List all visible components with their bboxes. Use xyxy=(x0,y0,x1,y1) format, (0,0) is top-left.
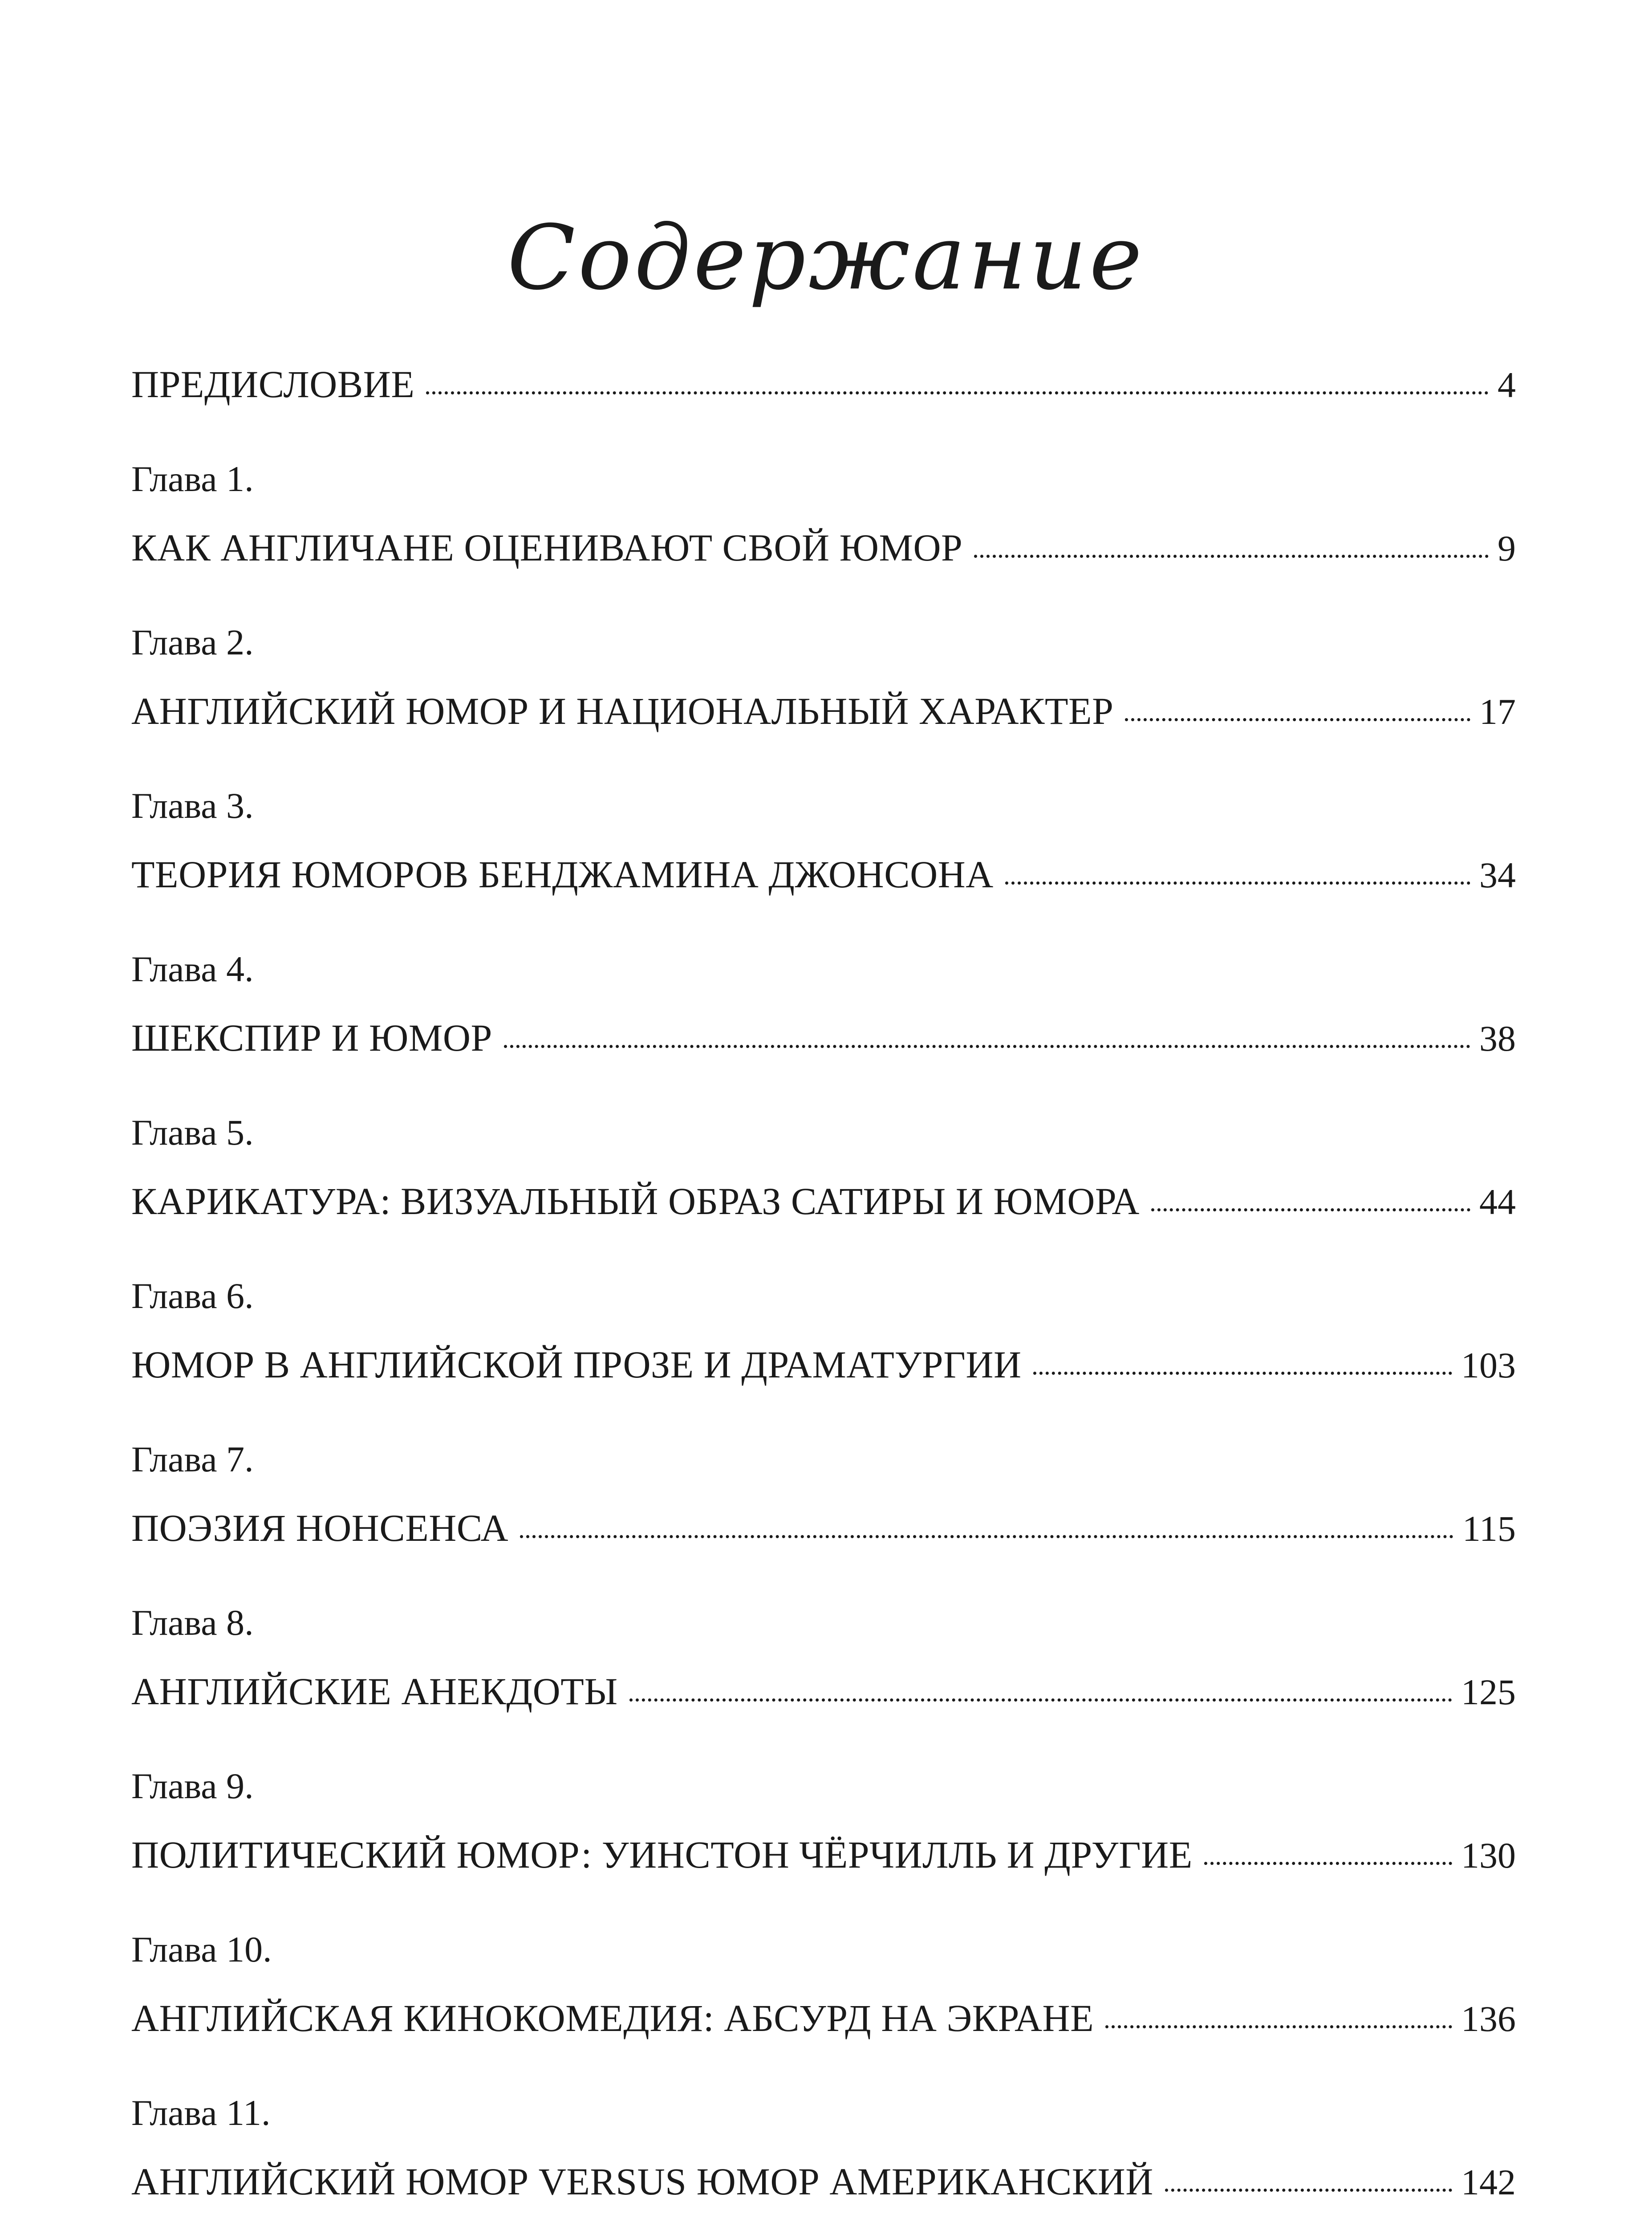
toc-entry xyxy=(131,785,1516,896)
chapter-number: Глава 8. xyxy=(131,1602,254,1643)
chapter-number: Глава 1. xyxy=(131,459,254,499)
toc-line xyxy=(131,365,1516,405)
entry-title: ЮМОР В АНГЛИЙСКОЙ ПРОЗЕ И ДРАМАТУРГИИ xyxy=(131,1343,1022,1386)
entry-title: ТЕОРИЯ ЮМОРОВ БЕНДЖАМИНА ДЖОНСОНА xyxy=(131,853,994,896)
dot-leader xyxy=(629,1698,1452,1702)
entry-title: АНГЛИЙСКИЙ ЮМОР И НАЦИОНАЛЬНЫЙ ХАРАКТЕР xyxy=(131,690,1114,732)
entry-title: АНГЛИЙСКИЕ АНЕКДОТЫ xyxy=(131,1670,618,1713)
page-number: 38 xyxy=(1479,1018,1516,1059)
page-number: 103 xyxy=(1461,1345,1516,1385)
toc-entry xyxy=(131,2092,1516,2203)
page-number: 125 xyxy=(1461,1672,1516,1712)
toc-line xyxy=(131,1182,1516,1222)
entry-title: КАРИКАТУРА: ВИЗУАЛЬНЫЙ ОБРАЗ САТИРЫ И ЮМОРА xyxy=(131,1180,1140,1223)
toc-entry xyxy=(131,1602,1516,1713)
page-number: 4 xyxy=(1498,365,1516,405)
entry-title: ПОЛИТИЧЕСКИЙ ЮМОР: УИНСТОН ЧЁРЧИЛЛЬ И ДРУГИЕ xyxy=(131,1833,1193,1876)
page-number: 44 xyxy=(1479,1182,1516,1222)
chapter-number: Глава 3. xyxy=(131,785,254,826)
toc-entry xyxy=(131,1275,1516,1386)
chapter-number: Глава 10. xyxy=(131,1929,272,1970)
dot-leader xyxy=(1165,2189,1452,2192)
toc-entry xyxy=(131,365,1516,405)
dot-leader xyxy=(1105,2025,1452,2028)
page-number: 142 xyxy=(1461,2162,1516,2202)
entry-title: ПРЕДИСЛОВИЕ xyxy=(131,363,415,406)
chapter-number: Глава 4. xyxy=(131,949,254,989)
entry-title: КАК АНГЛИЧАНЕ ОЦЕНИВАЮТ СВОЙ ЮМОР xyxy=(131,526,963,569)
dot-leader xyxy=(1005,881,1470,885)
toc-entry xyxy=(131,1768,1516,1876)
page-title xyxy=(0,206,1652,310)
toc-line xyxy=(131,528,1516,569)
toc-entry xyxy=(131,461,1516,569)
toc-entry xyxy=(131,624,1516,732)
entry-title: АНГЛИЙСКАЯ КИНОКОМЕДИЯ: АБСУРД НА ЭКРАНЕ xyxy=(131,1997,1094,2039)
entry-title: ШЕКСПИР И ЮМОР xyxy=(131,1016,492,1059)
entry-title: ПОЭЗИЯ НОНСЕНСА xyxy=(131,1507,509,1549)
chapter-number: Глава 11. xyxy=(131,2092,271,2133)
dot-leader xyxy=(1151,1208,1470,1211)
toc-line xyxy=(131,692,1516,732)
dot-leader xyxy=(520,1535,1453,1538)
dot-leader xyxy=(1125,718,1470,721)
toc-line xyxy=(131,1016,1516,1059)
toc-entry xyxy=(131,1441,1516,1549)
page-title-text: Содержание xyxy=(507,206,1145,310)
chapter-number: Глава 6. xyxy=(131,1275,254,1316)
toc-line xyxy=(131,1509,1516,1549)
chapter-number: Глава 9. xyxy=(131,1766,254,1806)
toc-line xyxy=(131,1833,1516,1876)
toc-entry xyxy=(131,951,1516,1059)
dot-leader xyxy=(1033,1372,1452,1375)
chapter-number: Глава 5. xyxy=(131,1112,254,1153)
toc-line xyxy=(131,1345,1516,1385)
chapter-number: Глава 2. xyxy=(131,622,254,662)
dot-leader xyxy=(1204,1862,1452,1865)
toc-line xyxy=(131,1672,1516,1712)
page-number: 9 xyxy=(1498,528,1516,569)
page-number: 115 xyxy=(1462,1508,1516,1549)
dot-leader xyxy=(426,391,1489,394)
dot-leader xyxy=(974,555,1489,558)
page-number: 130 xyxy=(1461,1835,1516,1876)
dot-leader xyxy=(504,1045,1470,1048)
chapter-number: Глава 7. xyxy=(131,1439,254,1479)
toc-line xyxy=(131,2162,1516,2202)
table-of-contents xyxy=(131,365,1516,2226)
toc-entry xyxy=(131,1931,1516,2039)
toc-entry xyxy=(131,1114,1516,1222)
toc-line xyxy=(131,1999,1516,2039)
page-number: 136 xyxy=(1461,1999,1516,2039)
entry-title: АНГЛИЙСКИЙ ЮМОР VERSUS ЮМОР АМЕРИКАНСКИЙ xyxy=(131,2160,1153,2203)
page-number: 34 xyxy=(1479,855,1516,895)
toc-line xyxy=(131,855,1516,895)
page-number: 17 xyxy=(1479,691,1516,732)
